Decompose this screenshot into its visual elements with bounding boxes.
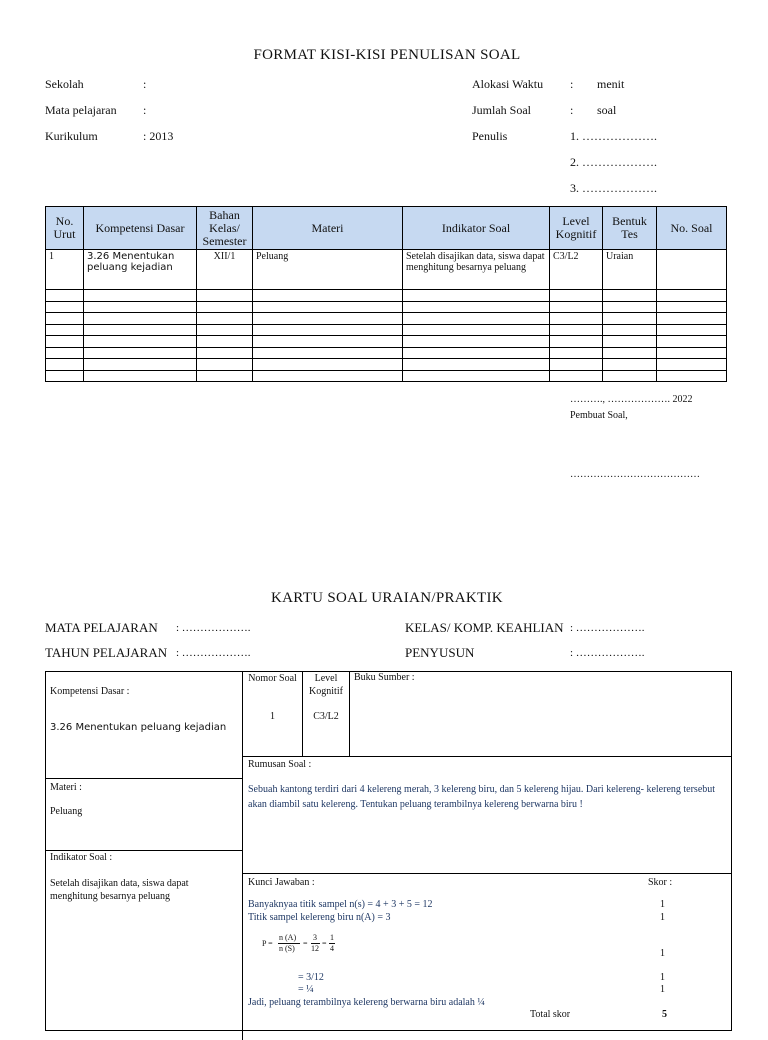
field-sekolah-value: : (143, 77, 147, 91)
cell-level: C3/L2 (550, 250, 603, 290)
materi-label: Materi : (50, 782, 82, 793)
formula-p: P = (262, 939, 273, 948)
kartu-title: KARTU SOAL URAIAN/PRAKTIK (271, 590, 503, 606)
field-jumlah-colon: : (570, 103, 574, 117)
col-kompetensi: Kompetensi Dasar (84, 207, 197, 250)
total-value: 5 (662, 1009, 667, 1020)
indikator-label: Indikator Soal : (50, 852, 113, 863)
field-kurikulum-value: : 2013 (143, 129, 174, 143)
kisi-title: FORMAT KISI-KISI PENULISAN SOAL (253, 47, 521, 63)
skor-label: Skor : (648, 877, 673, 888)
col-no-urut: No. Urut (46, 207, 84, 250)
col-level: Level Kognitif (550, 207, 603, 250)
step-1: Banyaknyaa titik sampel n(s) = 4 + 3 + 5 = 12 (248, 899, 433, 910)
field-penulis-3: 3. ………………. (570, 181, 657, 195)
table-row (46, 290, 727, 302)
field-alokasi-value: menit (597, 77, 625, 91)
field-penulis-1: 1. ………………. (570, 129, 657, 143)
field-mapel-label: Mata pelajaran (45, 103, 117, 117)
cell-indikator: Setelah disajikan data, siswa dapat menghitung besarnya peluang (403, 250, 550, 290)
formula-num2: 3 (313, 933, 317, 942)
nomor-label: Nomor Soal (248, 673, 297, 684)
materi-value: Peluang (50, 806, 83, 817)
level-value: C3/L2 (313, 711, 339, 722)
kartu-penyusun-label: PENYUSUN (405, 645, 475, 660)
table-row (46, 324, 727, 336)
cell-materi: Peluang (253, 250, 403, 290)
kartu-kelas-value: : ………………. (570, 622, 645, 634)
step-3-score: 1 (660, 948, 665, 959)
col-materi: Materi (253, 207, 403, 250)
formula-den3: 4 (330, 944, 334, 953)
step-2: Titik sampel kelereng biru n(A) = 3 (248, 912, 391, 923)
formula-den1: n (S) (279, 944, 295, 953)
formula-num3: 1 (330, 933, 334, 942)
buku-label: Buku Sumber : (354, 672, 415, 683)
step-4: = 3/12 (298, 972, 324, 983)
nomor-value: 1 (270, 711, 275, 722)
kartu-kelas-label: KELAS/ KOMP. KEAHLIAN (405, 620, 564, 635)
conclusion: Jadi, peluang terambilnya kelereng berwarna biru adalah ¼ (248, 997, 485, 1008)
step-2-score: 1 (660, 912, 665, 923)
table-row (46, 370, 727, 382)
cell-kd: 3.26 Menentukan peluang kejadian (84, 250, 197, 290)
step-1-score: 1 (660, 899, 665, 910)
col-bentuk: Bentuk Tes (603, 207, 657, 250)
table-row (46, 313, 727, 325)
step-4-score: 1 (660, 972, 665, 983)
kunci-divider (242, 873, 732, 874)
kd-label: Kompetensi Dasar : (50, 686, 130, 697)
formula-num1: n (A) (279, 933, 297, 942)
table-row (46, 301, 727, 313)
step-5: = ¼ (298, 984, 314, 995)
cell-bentuk: Uraian (603, 250, 657, 290)
indikator-value: Setelah disajikan data, siswa dapat menghitung besarnya peluang (50, 878, 189, 902)
formula-den2: 12 (311, 944, 319, 953)
step-5-score: 1 (660, 984, 665, 995)
signature-line: ………………………………… (570, 469, 700, 480)
cell-kelas: XII/1 (197, 250, 253, 290)
table-row (46, 359, 727, 371)
rumusan-divider (242, 756, 732, 757)
col-bahan-kelas: Bahan Kelas/ Semester (197, 207, 253, 250)
rumusan-text: Sebuah kantong terdiri dari 4 kelereng merah, 3 kelereng biru, dan 5 kelereng hijau. Dari kelereng- kelereng tersebut akan diambil satu kelereng. Tentukan peluang terambilnya kelereng berwarna biru ! (248, 784, 716, 810)
kunci-label: Kunci Jawaban : (248, 877, 315, 888)
total-label: Total skor (530, 1009, 571, 1020)
cell-no: 1 (46, 250, 84, 290)
kisi-header-row (46, 207, 727, 250)
field-mapel-value: : (143, 103, 147, 117)
field-penulis-label: Penulis (472, 129, 508, 143)
field-alokasi-colon: : (570, 77, 574, 91)
kartu-mapel-value: : ………………. (176, 622, 251, 634)
table-row (46, 336, 727, 348)
col-no-soal: No. Soal (657, 207, 727, 250)
formula-eq2: = (322, 939, 327, 948)
field-jumlah-label: Jumlah Soal (472, 103, 531, 117)
field-alokasi-label: Alokasi Waktu (472, 77, 544, 91)
formula-eq1: = (303, 939, 308, 948)
field-jumlah-value: soal (597, 103, 617, 117)
kartu-mapel-label: MATA PELAJARAN (45, 620, 158, 635)
table-row (46, 347, 727, 359)
field-sekolah-label: Sekolah (45, 77, 84, 91)
field-penulis-2: 2. ………………. (570, 155, 657, 169)
table-row (46, 250, 727, 290)
kisi-table (45, 206, 727, 382)
kartu-penyusun-value: : ………………. (570, 647, 645, 659)
col-indikator: Indikator Soal (403, 207, 550, 250)
kartu-tahun-label: TAHUN PELAJARAN (45, 645, 168, 660)
maker-label: Pembuat Soal, (570, 410, 628, 421)
kd-value: 3.26 Menentukan peluang kejadian (50, 722, 227, 733)
level-label: Level Kognitif (309, 673, 343, 697)
field-kurikulum-label: Kurikulum (45, 129, 98, 143)
rumusan-label: Rumusan Soal : (248, 759, 312, 770)
kartu-tahun-value: : ………………. (176, 647, 251, 659)
date-line: ………., ………………. 2022 (570, 394, 693, 405)
cell-nosoal (657, 250, 727, 290)
